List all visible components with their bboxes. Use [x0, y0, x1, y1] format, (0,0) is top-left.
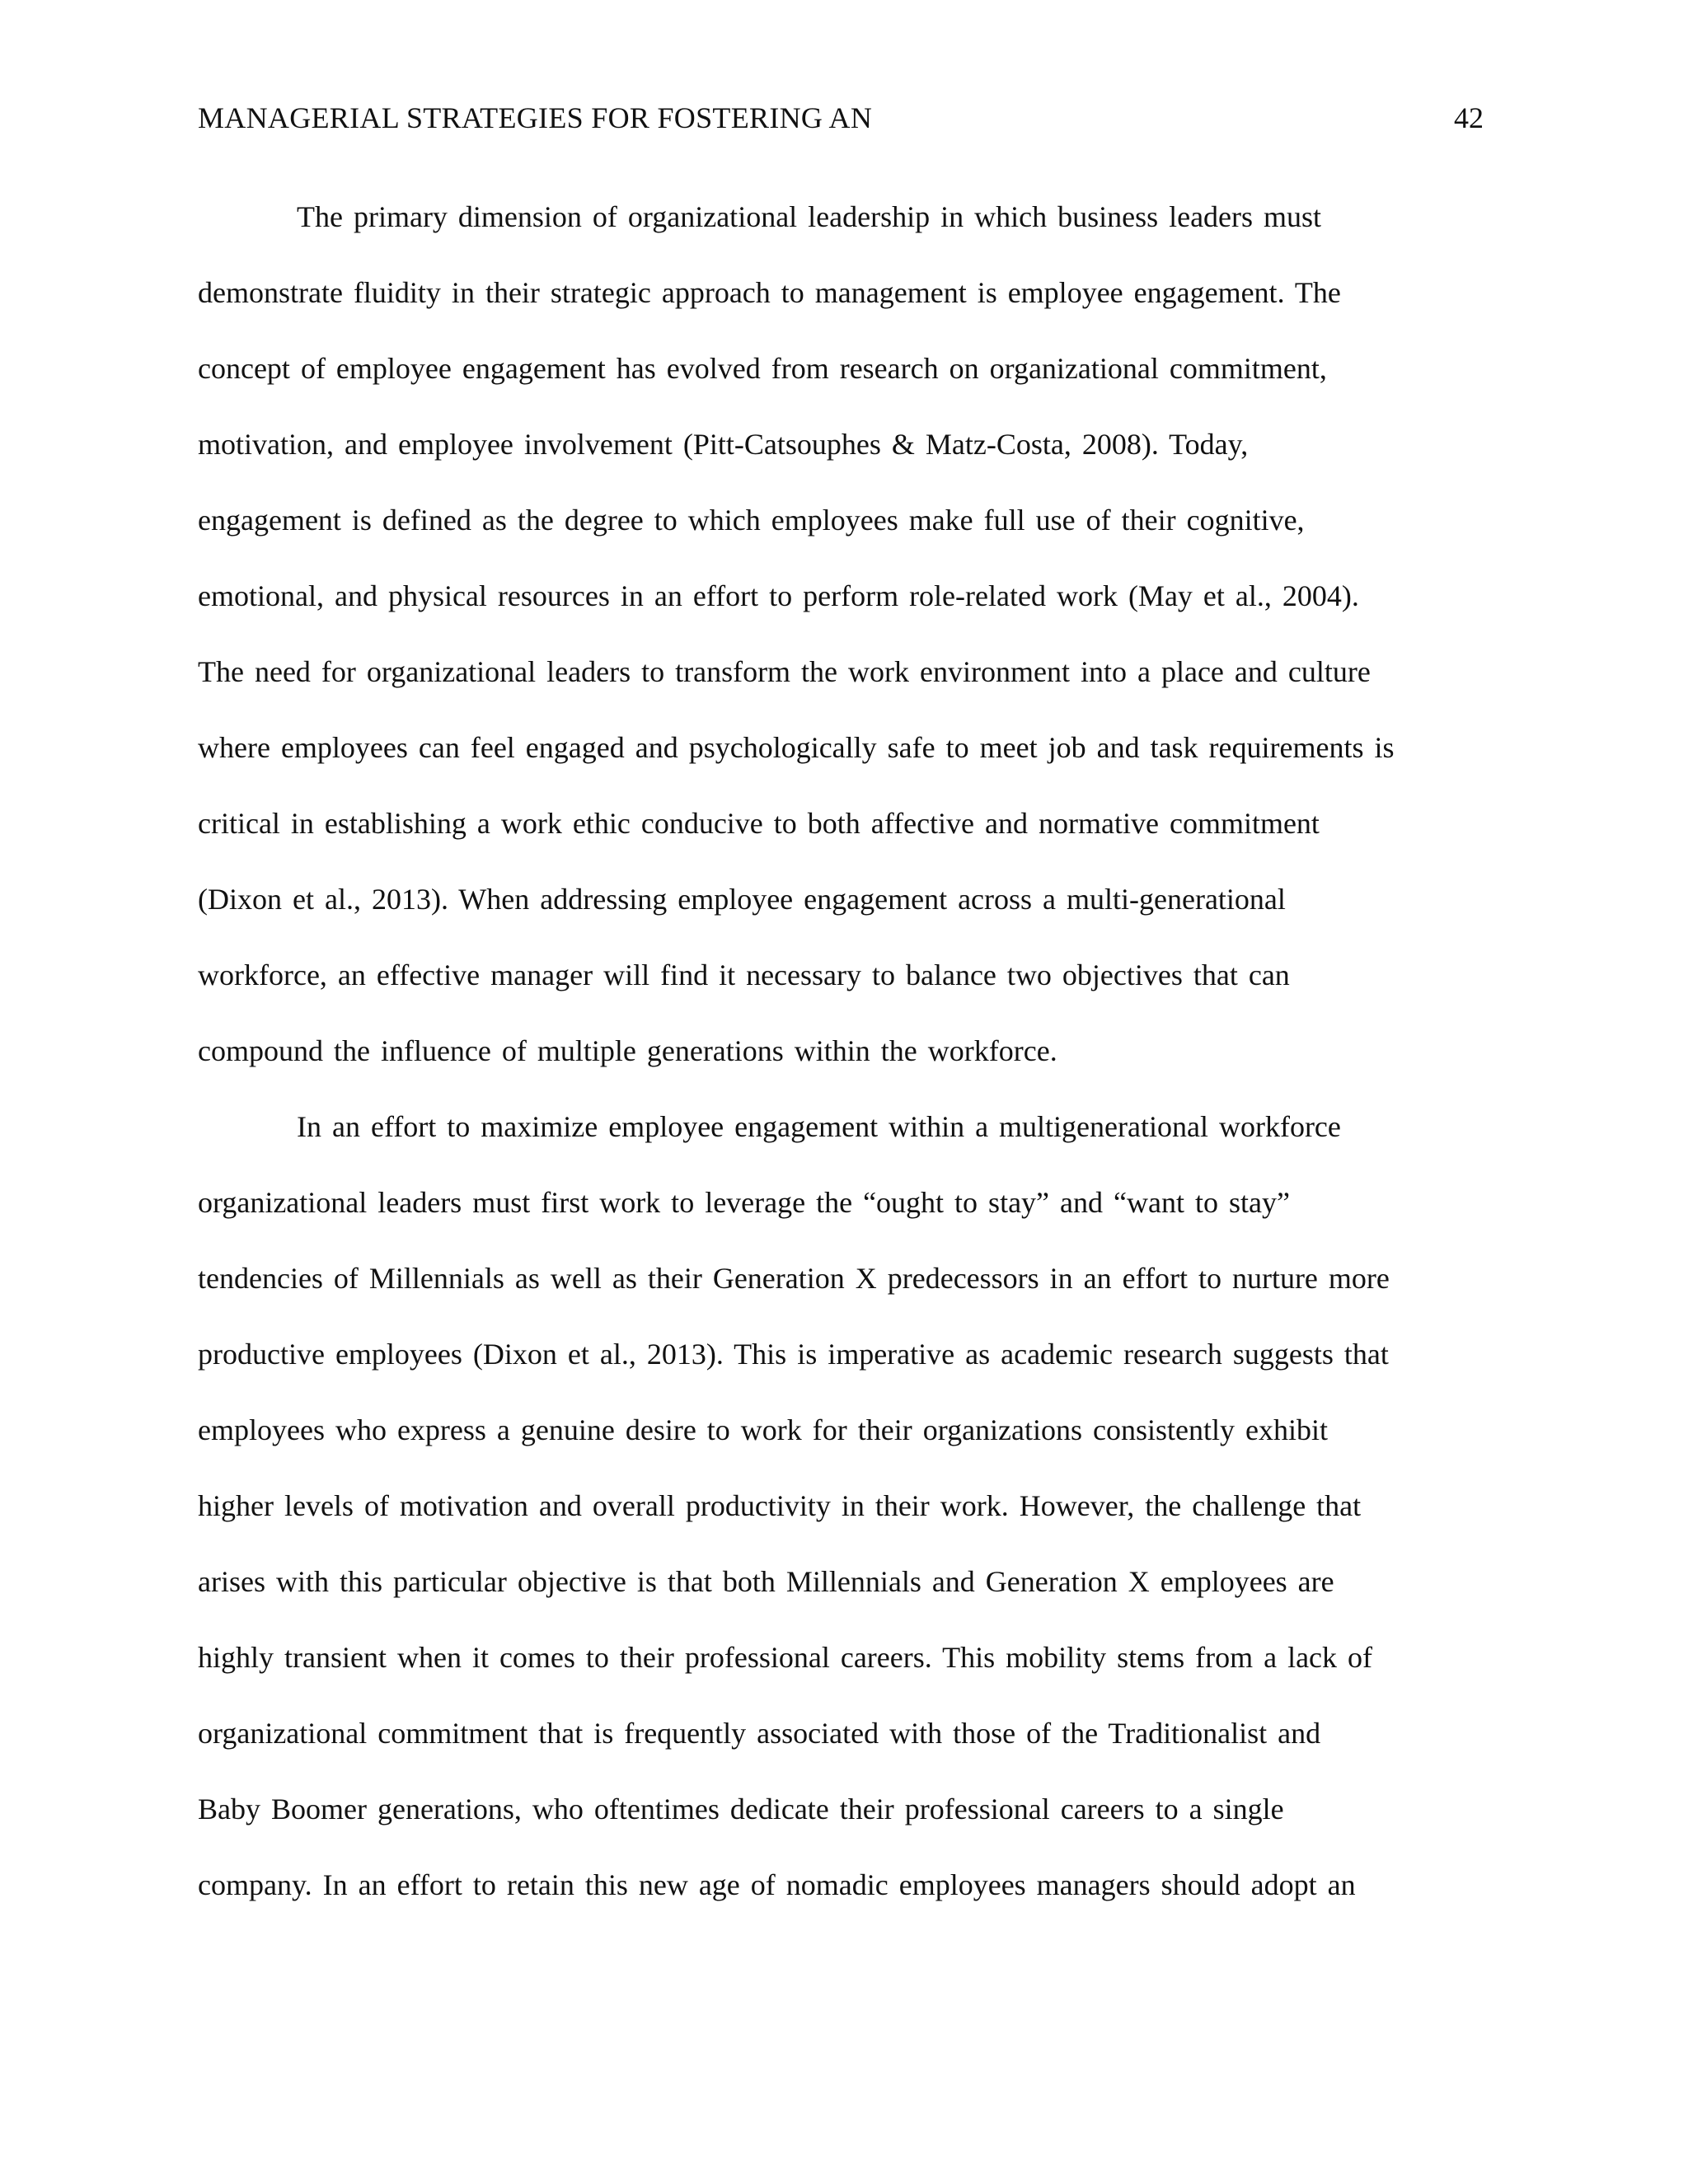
paragraph-2-line-9: organizational commitment that is frequently associated with those of the Traditionalist and: [198, 1717, 1321, 1750]
paragraph-1-line-5: engagement is defined as the degree to which employees make full use of their cognitive,: [198, 504, 1305, 537]
paragraph-2-line-2: organizational leaders must first work to leverage the “ought to stay” and “want to stay”: [198, 1186, 1290, 1219]
paragraph-1-line-12: compound the influence of multiple generations within the workforce.: [198, 1034, 1057, 1067]
paragraph-1-line-10: (Dixon et al., 2013). When addressing employee engagement across a multi-generational: [198, 883, 1286, 916]
paragraph-1-line-9: critical in establishing a work ethic conducive to both affective and normative commitment: [198, 807, 1320, 840]
paragraph-2-line-5: employees who express a genuine desire to work for their organizations consistently exhibit: [198, 1413, 1328, 1446]
paragraph-1-line-2: demonstrate fluidity in their strategic approach to management is employee engagement. The: [198, 276, 1341, 309]
paragraph-1-line-4: motivation, and employee involvement (Pitt-Catsouphes & Matz-Costa, 2008). Today,: [198, 428, 1249, 461]
paragraph-1-line-3: concept of employee engagement has evolved from research on organizational commitment,: [198, 352, 1327, 385]
paragraph-1-line-11: workforce, an effective manager will find it necessary to balance two objectives that can: [198, 958, 1290, 991]
paragraph-2-line-4: productive employees (Dixon et al., 2013). This is imperative as academic research suggests that: [198, 1338, 1389, 1371]
running-head-title: MANAGERIAL STRATEGIES FOR FOSTERING AN: [198, 101, 873, 134]
paragraph-2-line-6: higher levels of motivation and overall productivity in their work. However, the challenge that: [198, 1489, 1362, 1522]
paragraph-1-line-8: where employees can feel engaged and psychologically safe to meet job and task requirements is: [198, 731, 1395, 764]
paragraph-2-line-1: In an effort to maximize employee engagement within a multigenerational workforce: [297, 1110, 1341, 1143]
paragraph-1-line-7: The need for organizational leaders to transform the work environment into a place and culture: [198, 655, 1371, 688]
page-number: 42: [1454, 101, 1484, 134]
paragraph-2-line-10: Baby Boomer generations, who oftentimes dedicate their professional careers to a single: [198, 1793, 1284, 1825]
paragraph-2-line-3: tendencies of Millennials as well as their Generation X predecessors in an effort to nurture more: [198, 1262, 1390, 1295]
paragraph-2-line-11: company. In an effort to retain this new age of nomadic employees managers should adopt an: [198, 1868, 1356, 1901]
paragraph-2-line-7: arises with this particular objective is that both Millennials and Generation X employees are: [198, 1565, 1334, 1598]
paragraph-1-line-6: emotional, and physical resources in an effort to perform role-related work (May et al., 2004).: [198, 579, 1359, 612]
paragraph-1-line-1: The primary dimension of organizational leadership in which business leaders must: [297, 200, 1322, 233]
running-head: [198, 97, 1484, 138]
paragraph-2-line-8: highly transient when it comes to their professional careers. This mobility stems from a lack of: [198, 1641, 1373, 1674]
body-text: [198, 198, 1484, 1942]
